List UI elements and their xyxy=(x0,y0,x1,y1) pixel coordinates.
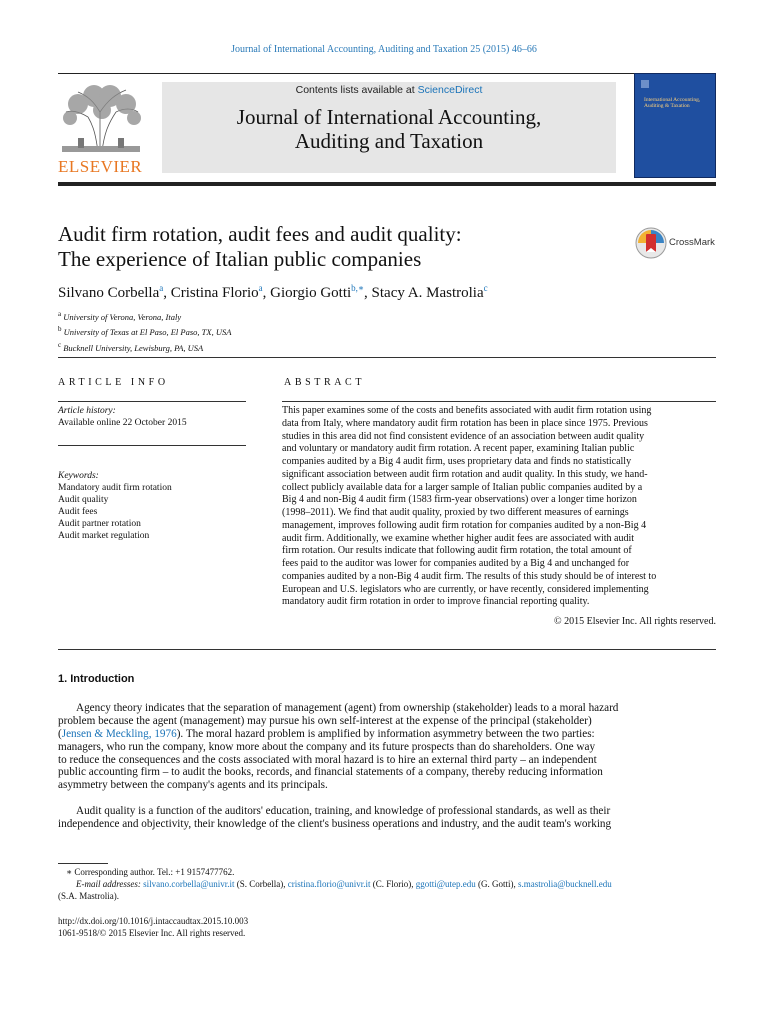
body-line: Agency theory indicates that the separation of management (agent) from ownership (stakeholder) leads to a moral hazard xyxy=(76,702,619,714)
sciencedirect-link[interactable]: ScienceDirect xyxy=(417,84,483,96)
abstract-heading: ABSTRACT xyxy=(284,377,366,388)
affiliation-text: University of Texas at El Paso, El Paso, TX, USA xyxy=(63,327,232,338)
journal-title-line2: Auditing and Taxation xyxy=(294,129,484,153)
publisher-name: ELSEVIER xyxy=(58,157,143,176)
header-rule xyxy=(58,73,716,74)
abstract-line: mandatory audit firm rotation in order to improve financial reporting quality. xyxy=(282,596,590,608)
author-name: Cristina Florio xyxy=(170,285,259,301)
body-line xyxy=(58,728,716,741)
author-list: Silvano Corbella$^a$, Cristina Florio$^a$, Giorgio Gotti$^{b,∗}$, Stacy A. Mastrolia$^c$ xyxy=(58,283,488,301)
journal-citation[interactable]: Journal of International Accounting, Auditing and Taxation 25 (2015) 46–66 xyxy=(231,44,537,55)
abstract-line: significant association between audit firm rotation and audit quality. In this study, we hand- xyxy=(282,468,648,480)
keywords-label: Keywords: xyxy=(58,471,99,481)
abstract-line: (1998–2011). We find that audit quality, proxied by two different measures of earnings xyxy=(282,507,629,518)
article-history-rule xyxy=(58,445,246,446)
article-history xyxy=(58,405,187,429)
history-label: Article history: xyxy=(58,406,116,416)
contents-prefix: Contents lists available at xyxy=(295,84,418,96)
abstract-text xyxy=(282,405,716,609)
author-affiliation-mark[interactable]: b,∗ xyxy=(351,283,365,293)
journal-title[interactable] xyxy=(162,105,616,153)
email-link[interactable]: silvano.corbella@univr.it xyxy=(143,879,235,889)
intro-paragraph-2 xyxy=(58,805,716,818)
abstract-copyright: © 2015 Elsevier Inc. All rights reserved. xyxy=(553,616,716,627)
footnote-rule xyxy=(58,863,108,864)
abstract-line: This paper examines some of the costs and benefits associated with audit firm rotation using xyxy=(282,405,652,416)
affiliation-mark: a xyxy=(58,310,62,318)
email-link[interactable]: cristina.florio@univr.it xyxy=(287,879,371,889)
author-name: Stacy A. Mastrolia xyxy=(371,285,484,301)
body-line: asymmetry between the company's agents and its principals. xyxy=(58,779,328,792)
article-title-line1: Audit firm rotation, audit fees and audit quality: xyxy=(58,222,462,246)
abstract-line: management, improves following audit firm rotation for companies audited by a non-Big 4 xyxy=(282,519,647,531)
abstract-line: companies audited by a non-Big 4 audit firm. The results of this study should be of interest to xyxy=(282,570,657,582)
keyword-item: Mandatory audit firm rotation xyxy=(58,483,172,493)
abstract-line: Big 4 and non-Big 4 audit firm (1583 firm-year observations) over a longer time horizon xyxy=(282,494,637,506)
author-affiliation-mark[interactable]: a xyxy=(159,283,164,293)
body-line: managers, who run the company, know more about the company and its future prospects than do shareholders. One way xyxy=(58,740,596,753)
affiliation-item xyxy=(58,339,231,354)
email-owner: (C. Florio), xyxy=(370,879,416,889)
abstract-line: studies in this area did not find consistent evidence of an association between audit quality xyxy=(282,430,645,442)
body-line: Audit quality is a function of the auditors' education, training, and knowledge of professional standards, as well as their xyxy=(76,805,611,817)
header-thick-rule xyxy=(58,182,716,186)
article-info-heading: ARTICLE INFO xyxy=(58,377,169,388)
author-name: Giorgio Gotti xyxy=(270,285,352,301)
author-affiliation-mark[interactable]: a xyxy=(258,283,263,293)
crossmark-label: CrossMark xyxy=(669,237,715,248)
history-value: Available online 22 October 2015 xyxy=(58,418,187,428)
keywords-block xyxy=(58,470,172,542)
affiliation-text: University of Verona, Verona, Italy xyxy=(63,311,182,322)
abstract-line: audit firm. Additionally, we examine whether higher audit fees are associated with audit xyxy=(282,532,635,544)
affiliation-text: Bucknell University, Lewisburg, PA, USA xyxy=(63,342,204,353)
contents-line xyxy=(162,84,616,96)
affiliation-item xyxy=(58,308,231,323)
body-line-text: ). The moral hazard problem is amplified by information asymmetry between the two parties: xyxy=(176,727,595,740)
email-link[interactable]: ggotti@utep.edu xyxy=(415,879,476,889)
keyword-item: Audit partner rotation xyxy=(58,519,141,529)
keyword-item: Audit fees xyxy=(58,507,98,517)
intro-paragraph-2-cont xyxy=(58,818,716,831)
abstract-line: companies audited by a Big 4 audit firm, uses proprietary data and finds no statistically xyxy=(282,456,632,467)
affiliation-mark: c xyxy=(58,340,62,349)
crossmark-icon xyxy=(635,227,667,259)
abstract-line: European and U.S. legislators who are currently, or have recently, considered implementing xyxy=(282,583,649,595)
journal-cover-image[interactable] xyxy=(634,73,716,178)
body-line: public accounting firm – to audit the books, records, and financial statements of a company, thereby reducing information xyxy=(58,766,603,779)
intro-paragraph-1 xyxy=(58,702,716,715)
footnote-emails xyxy=(58,878,716,890)
body-line: to reduce the consequences and the costs associated with moral hazard is to hire an external third party – an independent xyxy=(58,753,597,766)
article-title-line2: The experience of Italian public companies xyxy=(58,247,422,271)
abstract-line: and voluntary or mandatory audit firm rotation. A recent paper, examining Italian public xyxy=(282,443,635,455)
footnote-email-tail: (S.A. Mastrolia). xyxy=(58,891,119,901)
keyword-item: Audit quality xyxy=(58,495,109,505)
title-divider xyxy=(58,357,716,358)
affiliations xyxy=(58,308,231,354)
abstract-line: collect publicly available data for a larger sample of Italian public companies audited by a xyxy=(282,481,643,493)
crossmark-badge[interactable] xyxy=(635,227,730,259)
author-name: Silvano Corbella xyxy=(58,285,160,301)
abstract-rule xyxy=(282,401,716,402)
abstract-line: data from Italy, where mandatory audit firm rotation has been in place since 1975. Previous xyxy=(282,417,648,429)
author-affiliation-mark[interactable]: c xyxy=(483,283,488,293)
issn-copyright: 1061-9518/© 2015 Elsevier Inc. All rights reserved. xyxy=(58,928,246,938)
email-owner: (S. Corbella), xyxy=(234,879,288,889)
journal-title-line1: Journal of International Accounting, xyxy=(236,105,542,129)
abstract-line: firm rotation. Our results indicate that following audit firm rotation, the total amount of xyxy=(282,545,632,557)
article-info-rule xyxy=(58,401,246,402)
email-owner: (G. Gotti), xyxy=(475,879,519,889)
affiliation-mark: b xyxy=(58,325,62,334)
email-link[interactable]: s.mastrolia@bucknell.edu xyxy=(518,879,612,889)
article-title xyxy=(58,222,618,272)
abstract-line: fees paid to the auditor was lower for companies audited by a Big 4 and unchanged for xyxy=(282,558,630,569)
affiliation-item xyxy=(58,323,231,338)
cover-emblem-icon xyxy=(641,80,649,88)
email-label: E-mail addresses: xyxy=(76,879,141,889)
cover-title: International Accounting, Auditing & Taxation xyxy=(644,97,710,117)
footnote-corresponding: ∗ Corresponding author. Tel.: +1 9157477762. xyxy=(66,867,235,877)
doi-link[interactable]: http://dx.doi.org/10.1016/j.intaccaudtax.2015.10.003 xyxy=(58,916,249,926)
section-heading-introduction: 1. Introduction xyxy=(58,673,135,685)
keyword-item: Audit market regulation xyxy=(58,531,150,541)
citation-paren: ( xyxy=(58,727,62,740)
body-line: independence and objectivity, their knowledge of the client's business operations and industry, and the audit team's working xyxy=(58,818,612,830)
body-line: problem because the agent (management) may pursue his own self-interest at the expense of the principal (stakeholder) xyxy=(58,715,592,727)
abstract-divider xyxy=(58,649,716,650)
citation-link-jensen-meckling[interactable]: Jensen & Meckling, 1976 xyxy=(61,727,177,740)
intro-paragraph-1-cont xyxy=(58,715,716,792)
